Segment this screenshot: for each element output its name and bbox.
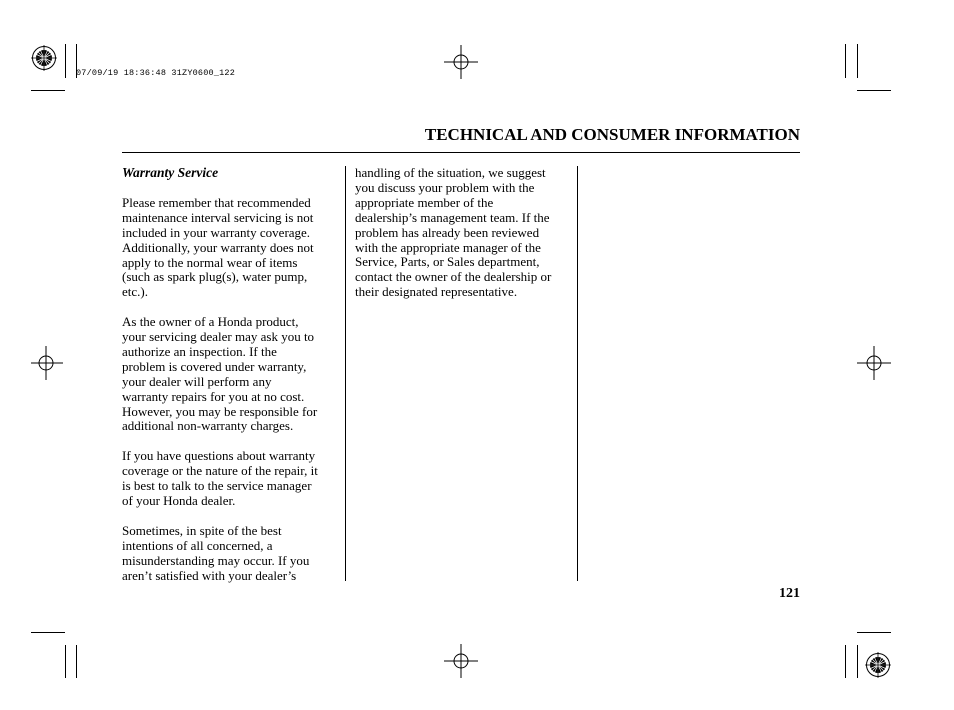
crosshair-icon (444, 45, 478, 79)
middle-column (355, 166, 576, 315)
header-divider (122, 152, 800, 153)
body-paragraph: Sometimes, in spite of the best intentions of all concerned, a misunderstanding may occur. If you aren’t satisfied with your dealer’s (122, 522, 310, 583)
body-paragraph: If you have questions about warranty coverage or the nature of the repair, it is best to talk to the service manager of your Honda dealer. (122, 448, 318, 508)
page-number: 121 (779, 586, 800, 601)
body-paragraph: handling of the situation, we suggest you discuss your problem with the appropriate member of the dealership’s management team. If the problem has already been reviewed with the appropriate manager of the Service, Parts, or Sales department, contact the owner of the dealership or their designated representative. (355, 165, 552, 300)
left-column (122, 166, 344, 598)
column-divider (577, 166, 578, 581)
body-paragraph: As the owner of a Honda product, your servicing dealer may ask you to authorize an inspection. If the problem is covered under warranty, your dealer will perform any warranty repairs for you at no cost. However, you may be responsible for additional non-warranty charges. (122, 314, 318, 434)
body-paragraph: Please remember that recommended maintenance interval servicing is not included in your warranty coverage. Additionally, your warranty does not apply to the normal wear of items (such as spark plug(s), water pump, etc.). (122, 194, 314, 300)
print-stamp: 07/09/19 18:36:48 31ZY0600_122 (76, 68, 236, 78)
section-title: TECHNICAL AND CONSUMER INFORMATION (424, 125, 800, 144)
section-heading: Warranty Service (122, 165, 219, 180)
crosshair-icon (857, 346, 891, 380)
registration-target-icon (865, 652, 891, 678)
crosshair-icon (31, 346, 65, 380)
registration-target-icon (31, 45, 57, 71)
column-divider (345, 166, 346, 581)
crosshair-icon (444, 644, 478, 678)
